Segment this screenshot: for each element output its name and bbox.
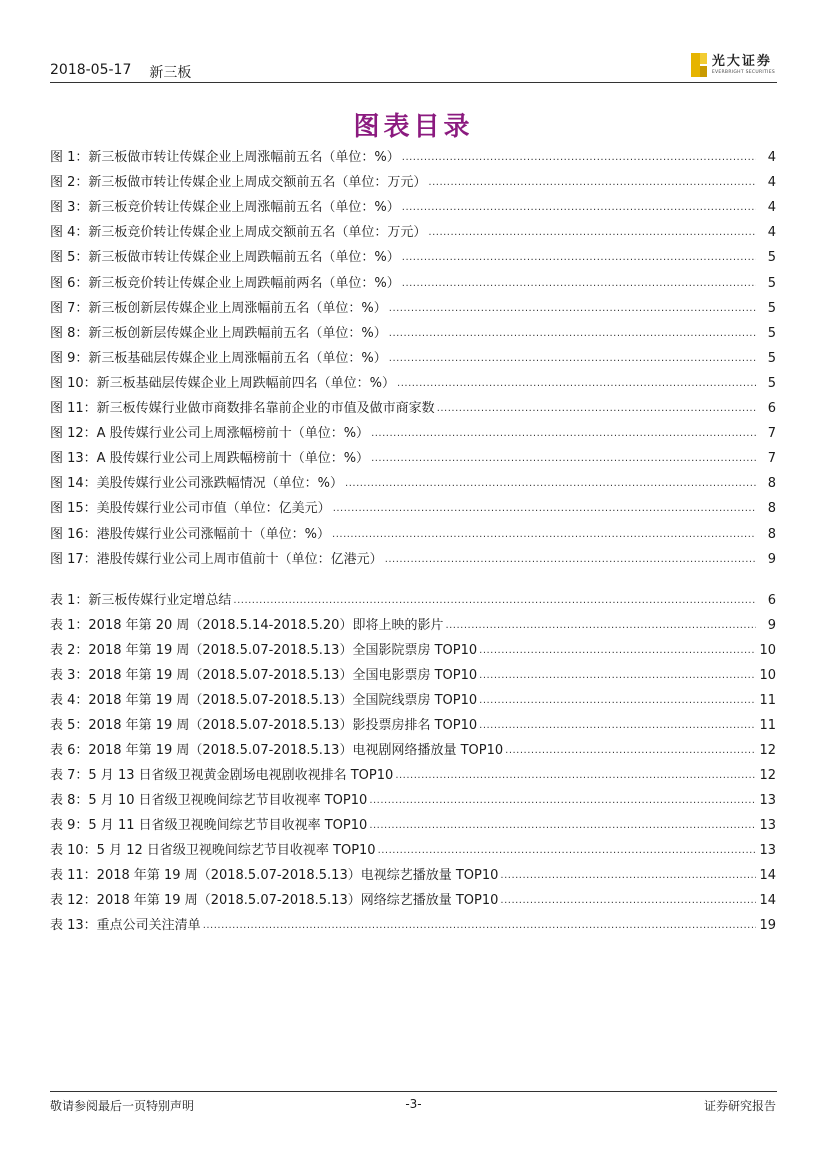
toc-entry[interactable] xyxy=(50,246,776,266)
toc-entry[interactable] xyxy=(50,864,776,884)
toc-entry-label: 表 13：重点公司关注清单 xyxy=(50,918,201,933)
toc-entry-page: 10 xyxy=(759,643,776,658)
toc-entry-label: 表 5：2018 年第 19 周（2018.5.07-2018.5.13）影投票房排名 TOP10 xyxy=(50,718,478,733)
toc-leader-dots xyxy=(203,917,756,934)
toc-entry-label: 图 13：A 股传媒行业公司上周跌幅榜前十（单位：%） xyxy=(50,451,370,467)
toc-leader-dots xyxy=(402,275,756,292)
toc-leader-dots xyxy=(389,300,756,317)
toc-entry[interactable] xyxy=(50,272,776,292)
toc-leader-dots xyxy=(369,817,756,834)
toc-leader-dots xyxy=(385,551,756,568)
toc-entry[interactable] xyxy=(50,664,776,684)
toc-leader-dots xyxy=(397,375,756,392)
toc-entry[interactable] xyxy=(50,689,776,709)
toc-entry-label: 图 15：美股传媒行业公司市值（单位：亿美元） xyxy=(50,501,331,517)
toc-entry[interactable] xyxy=(50,171,776,191)
toc-entry[interactable] xyxy=(50,372,776,392)
toc-entry[interactable] xyxy=(50,347,776,367)
toc-entry[interactable] xyxy=(50,447,776,467)
toc-entry-page: 5 xyxy=(767,300,776,316)
page-number: -3- xyxy=(405,1097,422,1111)
header-divider xyxy=(50,82,777,83)
toc-entry-page: 11 xyxy=(759,693,776,708)
toc-entry-page: 19 xyxy=(759,918,776,933)
toc-entry-label: 图 11：新三板传媒行业做市商数排名靠前企业的市值及做市商家数 xyxy=(50,401,435,416)
toc-entry-page: 5 xyxy=(767,250,776,266)
toc-entry[interactable] xyxy=(50,196,776,216)
toc-entry-page: 11 xyxy=(759,718,776,733)
toc-entry[interactable] xyxy=(50,889,776,909)
toc-entry[interactable] xyxy=(50,589,776,609)
logo-name-cn: 光大证券 xyxy=(711,54,772,69)
toc-entry-page: 14 xyxy=(759,868,776,883)
toc-leader-dots xyxy=(389,325,756,342)
toc-entry[interactable] xyxy=(50,914,776,934)
toc-entry-label: 表 1：新三板传媒行业定增总结 xyxy=(50,593,232,608)
toc-entry-label: 表 7：5 月 13 日省级卫视黄金剧场电视剧收视排名 TOP10 xyxy=(50,768,394,783)
toc-entry-page: 6 xyxy=(767,593,776,608)
toc-leader-dots xyxy=(233,592,756,609)
footer-disclaimer: 敬请参阅最后一页特别声明 xyxy=(50,1099,195,1113)
toc-entry-page: 4 xyxy=(767,200,776,216)
toc-entry-label: 表 8：5 月 10 日省级卫视晚间综艺节目收视率 TOP10 xyxy=(50,793,368,808)
toc-leader-dots xyxy=(402,199,756,216)
toc-entry-page: 4 xyxy=(767,225,776,241)
toc-entry[interactable] xyxy=(50,397,776,417)
toc-entry-label: 表 10：5 月 12 日省级卫视晚间综艺节目收视率 TOP10 xyxy=(50,843,376,858)
toc-leader-dots xyxy=(402,149,756,166)
toc-entry[interactable] xyxy=(50,614,776,634)
toc-leader-dots xyxy=(389,350,756,367)
toc-entry-label: 图 8：新三板创新层传媒企业上周跌幅前五名（单位：%） xyxy=(50,325,387,341)
toc-leader-dots xyxy=(371,450,756,467)
header-date: 2018-05-17 xyxy=(50,62,132,78)
toc-entry-page: 7 xyxy=(767,426,776,442)
toc-leader-dots xyxy=(428,174,756,191)
toc-entry-page: 5 xyxy=(767,275,776,291)
toc-entry[interactable] xyxy=(50,739,776,759)
toc-entry-page: 14 xyxy=(759,893,776,908)
toc-entry[interactable] xyxy=(50,789,776,809)
toc-entry-label: 图 17：港股传媒行业公司上周市值前十（单位：亿港元） xyxy=(50,551,383,567)
toc-leader-dots xyxy=(371,425,756,442)
toc-entry-label: 图 14：美股传媒行业公司涨跌幅情况（单位：%） xyxy=(50,476,344,492)
toc-entry-page: 6 xyxy=(767,401,776,416)
toc-entry[interactable] xyxy=(50,639,776,659)
everbright-logo-icon xyxy=(690,52,708,78)
toc-entry-label: 图 9：新三板基础层传媒企业上周涨幅前五名（单位：%） xyxy=(50,350,387,366)
toc-leader-dots xyxy=(437,400,756,417)
toc-leader-dots xyxy=(505,742,756,759)
toc-entry-page: 12 xyxy=(759,768,776,783)
toc-entry-label: 图 12：A 股传媒行业公司上周涨幅榜前十（单位：%） xyxy=(50,426,370,442)
toc-entry-page: 8 xyxy=(767,526,776,542)
toc-leader-dots xyxy=(479,667,756,684)
toc-leader-dots xyxy=(395,767,756,784)
toc-entry-label: 图 16：港股传媒行业公司涨幅前十（单位：%） xyxy=(50,526,331,542)
toc-leader-dots xyxy=(479,642,756,659)
toc-leader-dots xyxy=(402,249,756,266)
toc-entry[interactable] xyxy=(50,523,776,543)
page-header xyxy=(50,62,191,82)
toc-entry-label: 表 12：2018 年第 19 周（2018.5.07-2018.5.13）网络综艺播放量 TOP10 xyxy=(50,893,499,908)
toc-entry-page: 13 xyxy=(759,818,776,833)
toc-entry-page: 12 xyxy=(759,743,776,758)
toc-entry-page: 13 xyxy=(759,843,776,858)
toc-entry[interactable] xyxy=(50,714,776,734)
toc-entry-label: 表 4：2018 年第 19 周（2018.5.07-2018.5.13）全国院线票房 TOP10 xyxy=(50,693,478,708)
toc-leader-dots xyxy=(479,692,756,709)
toc-entry-label: 图 6：新三板竞价转让传媒企业上周跌幅前两名（单位：%） xyxy=(50,275,400,291)
footer-report-type: 证券研究报告 xyxy=(703,1099,776,1113)
toc-entry-page: 13 xyxy=(759,793,776,808)
toc-entry-label: 图 5：新三板做市转让传媒企业上周跌幅前五名（单位：%） xyxy=(50,250,400,266)
toc-entry[interactable] xyxy=(50,221,776,241)
logo-name-en: EVERBRIGHT SECURITIES xyxy=(711,70,775,75)
toc-entry-label: 表 2：2018 年第 19 周（2018.5.07-2018.5.13）全国影院票房 TOP10 xyxy=(50,643,478,658)
toc-entry-label: 图 1：新三板做市转让传媒企业上周涨幅前五名（单位：%） xyxy=(50,150,400,165)
toc-entry-page: 5 xyxy=(767,375,776,391)
toc-entry-label: 表 1：2018 年第 20 周（2018.5.14-2018.5.20）即将上映的影片 xyxy=(50,618,444,633)
toc-entry-page: 4 xyxy=(767,150,776,165)
toc-leader-dots xyxy=(500,867,756,884)
header-category: 新三板 xyxy=(149,65,192,81)
toc-entry[interactable] xyxy=(50,839,776,859)
toc-leader-dots xyxy=(369,792,756,809)
toc-entry[interactable] xyxy=(50,548,776,568)
toc-entry[interactable] xyxy=(50,322,776,342)
toc-leader-dots xyxy=(333,500,756,517)
toc-entry-label: 图 7：新三板创新层传媒企业上周涨幅前五名（单位：%） xyxy=(50,300,387,316)
toc-leader-dots xyxy=(428,224,756,241)
toc-entry-page: 8 xyxy=(767,476,776,492)
toc-leader-dots xyxy=(378,842,756,859)
company-logo xyxy=(690,50,775,80)
toc-entry-page: 4 xyxy=(767,175,776,191)
toc-entry-page: 9 xyxy=(767,618,776,633)
toc-entry[interactable] xyxy=(50,497,776,517)
page-title: 图表目录 xyxy=(353,112,474,142)
toc-leader-dots xyxy=(345,475,756,492)
toc-entry-page: 10 xyxy=(759,668,776,683)
toc-entry[interactable] xyxy=(50,422,776,442)
toc-leader-dots xyxy=(445,617,756,634)
toc-entry-label: 图 2：新三板做市转让传媒企业上周成交额前五名（单位：万元） xyxy=(50,175,427,191)
toc-entry-page: 8 xyxy=(767,501,776,517)
footer-divider xyxy=(50,1091,777,1092)
toc-entry-page: 7 xyxy=(767,451,776,467)
toc-entry-label: 表 11：2018 年第 19 周（2018.5.07-2018.5.13）电视综艺播放量 TOP10 xyxy=(50,868,499,883)
toc-entry-label: 表 3：2018 年第 19 周（2018.5.07-2018.5.13）全国电影票房 TOP10 xyxy=(50,668,478,683)
toc-entry-label: 表 9：5 月 11 日省级卫视晚间综艺节目收视率 TOP10 xyxy=(50,818,368,833)
toc-leader-dots xyxy=(479,717,756,734)
toc-entry-label: 表 6：2018 年第 19 周（2018.5.07-2018.5.13）电视剧网络播放量 TOP10 xyxy=(50,743,504,758)
toc-entry[interactable] xyxy=(50,146,776,166)
toc-entry[interactable] xyxy=(50,297,776,317)
toc-entry-label: 图 4：新三板竞价转让传媒企业上周成交额前五名（单位：万元） xyxy=(50,225,427,241)
toc-entry-page: 5 xyxy=(767,350,776,366)
toc-entry[interactable] xyxy=(50,472,776,492)
toc-entry[interactable] xyxy=(50,764,776,784)
toc-leader-dots xyxy=(500,892,756,909)
toc-entry-page: 9 xyxy=(767,551,776,567)
toc-leader-dots xyxy=(332,526,756,543)
toc-entry-page: 5 xyxy=(767,325,776,341)
toc-entry[interactable] xyxy=(50,814,776,834)
toc-entry-label: 图 10：新三板基础层传媒企业上周跌幅前四名（单位：%） xyxy=(50,375,396,391)
toc-entry-label: 图 3：新三板竞价转让传媒企业上周涨幅前五名（单位：%） xyxy=(50,200,400,216)
